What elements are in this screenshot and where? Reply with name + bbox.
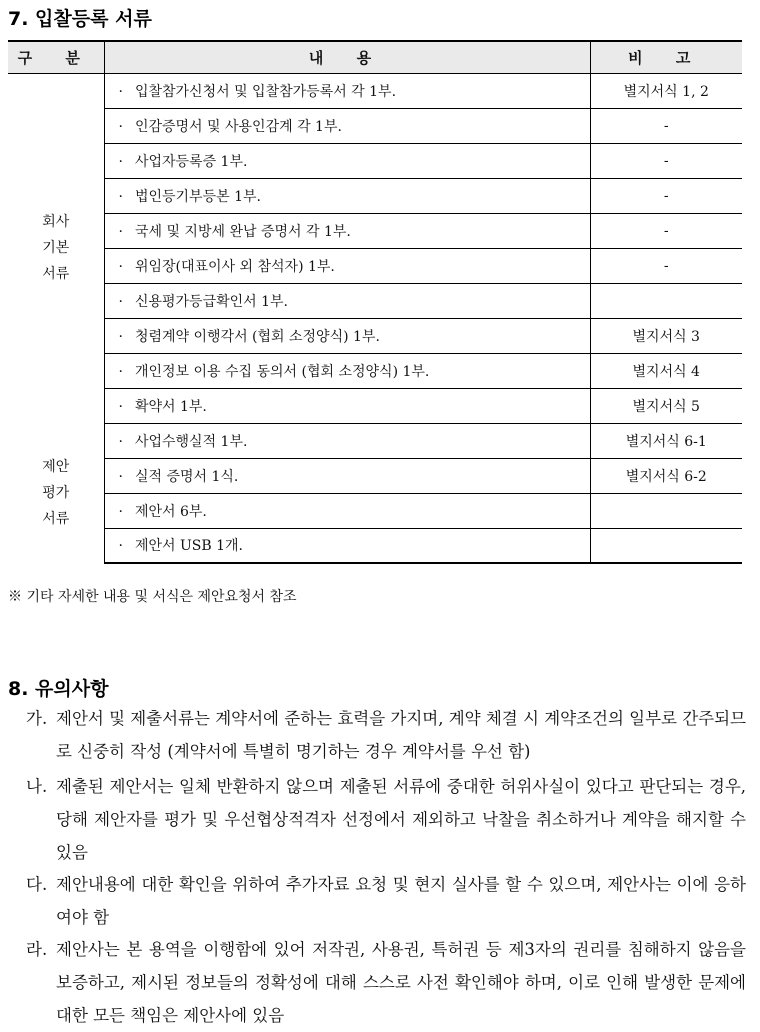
- bullet-icon: ·: [118, 188, 123, 205]
- content-cell: [104, 143, 590, 178]
- notice-item-text: 제안사는 본 용역을 이행함에 있어 저작권, 사용권, 특허권 등 제3자의 권리를 침해하지 않음을 보증하고, 제시된 정보들의 정확성에 대해 스스로 사전 확인해야 하며, 이로 인해 발생한 문제에 대한 모든 책임은 제안사에 있음: [56, 940, 746, 1025]
- content-cell: [104, 318, 590, 353]
- content-cell: [104, 283, 590, 318]
- note-cell: -: [590, 143, 742, 178]
- table-row: [8, 318, 742, 353]
- bullet-icon: ·: [118, 153, 123, 170]
- content-cell: [104, 248, 590, 283]
- content-cell: [104, 213, 590, 248]
- note-cell: 별지서식 6-2: [590, 458, 742, 493]
- table-row: [8, 458, 742, 493]
- header-content: 내 용: [104, 41, 590, 73]
- table-row: [8, 248, 742, 283]
- notice-item-label: 가.: [26, 709, 48, 728]
- section-8-title: 8. 유의사항: [8, 678, 109, 700]
- table-row: [8, 388, 742, 423]
- note-cell: [590, 283, 742, 318]
- content-cell: [104, 528, 590, 563]
- content-text: 청렴계약 이행각서 (협회 소정양식) 1부.: [134, 328, 380, 345]
- content-text: 제안서 6부.: [134, 503, 207, 520]
- table-row: [8, 108, 742, 143]
- bullet-icon: ·: [118, 503, 123, 520]
- note-cell: -: [590, 248, 742, 283]
- bullet-icon: ·: [118, 398, 123, 415]
- content-text: 법인등기부등본 1부.: [134, 188, 261, 205]
- note-cell: 별지서식 5: [590, 388, 742, 423]
- note-cell: 별지서식 3: [590, 318, 742, 353]
- content-text: 사업자등록증 1부.: [134, 153, 248, 170]
- notice-item-text: 제안내용에 대한 확인을 위하여 추가자료 요청 및 현지 실사를 할 수 있으며, 제안사는 이에 응하여야 함: [56, 875, 746, 927]
- content-text: 국세 및 지방세 완납 증명서 각 1부.: [134, 223, 351, 240]
- bullet-icon: ·: [118, 468, 123, 485]
- category-cell: [8, 423, 104, 563]
- table-row: [8, 493, 742, 528]
- category-label-line: 서류: [42, 511, 70, 527]
- note-cell: [590, 528, 742, 563]
- header-category: 구 분: [8, 41, 104, 73]
- table-row: [8, 178, 742, 213]
- header-note: 비 고: [590, 41, 742, 73]
- bullet-icon: ·: [118, 363, 123, 380]
- content-text: 입찰참가신청서 및 입찰참가등록서 각 1부.: [134, 83, 397, 100]
- category-label-line: 회사: [42, 214, 70, 231]
- bullet-icon: ·: [118, 258, 123, 275]
- bullet-icon: ·: [118, 433, 123, 450]
- bullet-icon: ·: [118, 118, 123, 135]
- bullet-icon: ·: [118, 293, 123, 310]
- table-row: [8, 213, 742, 248]
- notice-item: [26, 868, 746, 934]
- content-cell: [104, 178, 590, 213]
- note-cell: -: [590, 178, 742, 213]
- table-row: [8, 528, 742, 563]
- note-cell: 별지서식 4: [590, 353, 742, 388]
- content-cell: [104, 353, 590, 388]
- table-row: [8, 423, 742, 458]
- note-cell: 별지서식 1, 2: [590, 73, 742, 108]
- content-text: 확약서 1부.: [134, 398, 207, 415]
- table-row: [8, 143, 742, 178]
- table-header-row: [8, 41, 742, 73]
- section-7-title: 7. 입찰등록 서류: [8, 8, 152, 30]
- bid-documents-table: [8, 40, 742, 564]
- content-cell: [104, 388, 590, 423]
- notice-item-label: 라.: [26, 940, 48, 959]
- content-text: 제안서 USB 1개.: [134, 538, 243, 555]
- note-cell: [590, 493, 742, 528]
- bullet-icon: ·: [118, 328, 123, 345]
- content-text: 개인정보 이용 수집 동의서 (협회 소정양식) 1부.: [134, 363, 430, 380]
- bullet-icon: ·: [118, 83, 123, 100]
- content-text: 위임장(대표이사 외 참석자) 1부.: [134, 258, 335, 275]
- content-cell: [104, 73, 590, 108]
- note-cell: -: [590, 213, 742, 248]
- notice-item-label: 다.: [26, 875, 48, 894]
- table-row: [8, 283, 742, 318]
- table-row: [8, 353, 742, 388]
- category-label-line: 제안: [42, 459, 70, 475]
- bullet-icon: ·: [118, 223, 123, 240]
- content-text: 사업수행실적 1부.: [134, 433, 248, 450]
- note-cell: 별지서식 6-1: [590, 423, 742, 458]
- notice-item: [26, 702, 746, 768]
- content-cell: [104, 108, 590, 143]
- notice-item: [26, 770, 746, 869]
- note-cell: -: [590, 108, 742, 143]
- footnote: ※ 기타 자세한 내용 및 서식은 제안요청서 참조: [8, 589, 297, 605]
- category-cell: [8, 73, 104, 423]
- table-row: [8, 73, 742, 108]
- bullet-icon: ·: [118, 538, 123, 555]
- notice-item-text: 제출된 제안서는 일체 반환하지 않으며 제출된 서류에 중대한 허위사실이 있다고 판단되는 경우, 당해 제안자를 평가 및 우선협상적격자 선정에서 제외하고 낙찰을 취소하거나 계약을 해지할 수 있음: [56, 777, 746, 862]
- content-text: 신용평가등급확인서 1부.: [134, 293, 289, 310]
- content-cell: [104, 493, 590, 528]
- category-label-line: 기본: [42, 240, 70, 257]
- category-label-line: 서류: [42, 266, 70, 283]
- notice-item-text: 제안서 및 제출서류는 계약서에 준하는 효력을 가지며, 계약 체결 시 계약조건의 일부로 간주되므로 신중히 작성 (계약서에 특별히 명기하는 경우 계약서를 우선 함): [56, 709, 746, 761]
- content-cell: [104, 458, 590, 493]
- category-label-line: 평가: [42, 485, 70, 501]
- notice-item: [26, 933, 746, 1032]
- content-cell: [104, 423, 590, 458]
- content-text: 인감증명서 및 사용인감계 각 1부.: [134, 118, 342, 135]
- content-text: 실적 증명서 1식.: [134, 468, 239, 485]
- notice-item-label: 나.: [26, 777, 48, 796]
